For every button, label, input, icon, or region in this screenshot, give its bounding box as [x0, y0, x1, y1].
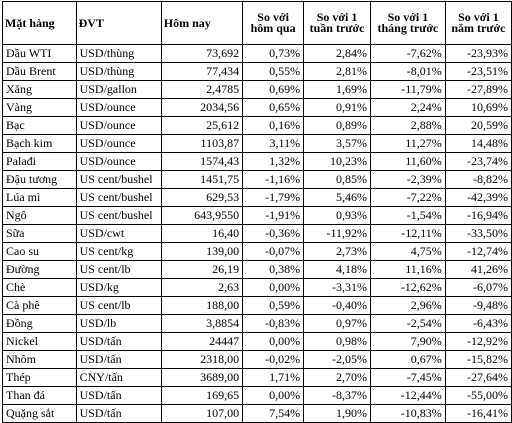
cell-vs-week: 0,93%: [304, 207, 371, 225]
cell-today: 643,9550: [161, 207, 242, 225]
cell-today: 3,8854: [161, 315, 242, 333]
cell-vs-month: -12,11%: [371, 225, 446, 243]
cell-vs-yesterday: -0,07%: [243, 243, 304, 261]
cell-today: 188,00: [161, 297, 242, 315]
cell-vs-year: -27,64%: [445, 369, 511, 387]
cell-vs-month: -12,62%: [371, 279, 446, 297]
cell-unit: US cent/bushel: [76, 189, 161, 207]
cell-vs-year: -12,74%: [445, 243, 511, 261]
cell-unit: USD/cwt: [76, 225, 161, 243]
cell-vs-yesterday: -1,16%: [243, 171, 304, 189]
cell-vs-week: 1,90%: [304, 405, 371, 423]
cell-today: 139,00: [161, 243, 242, 261]
cell-unit: USD/lb: [76, 315, 161, 333]
cell-item: Bạc: [3, 117, 77, 135]
cell-vs-week: -8,37%: [304, 387, 371, 405]
header-vs-year: So với 1 năm trước: [445, 2, 511, 45]
cell-vs-month: 4,75%: [371, 243, 446, 261]
cell-unit: USD/tấn: [76, 405, 161, 423]
cell-vs-yesterday: -0,36%: [243, 225, 304, 243]
table-row: [3, 225, 512, 243]
cell-item: Vàng: [3, 99, 77, 117]
cell-vs-year: 41,26%: [445, 261, 511, 279]
cell-vs-yesterday: -0,02%: [243, 351, 304, 369]
cell-today: 1103,87: [161, 135, 242, 153]
cell-unit: USD/tấn: [76, 387, 161, 405]
cell-vs-week: 2,81%: [304, 63, 371, 81]
table-row: [3, 369, 512, 387]
cell-vs-yesterday: 0,00%: [243, 387, 304, 405]
cell-vs-month: -12,44%: [371, 387, 446, 405]
cell-vs-year: 20,59%: [445, 117, 511, 135]
cell-today: 24447: [161, 333, 242, 351]
cell-item: Sữa: [3, 225, 77, 243]
table-row: [3, 333, 512, 351]
cell-today: 2,63: [161, 279, 242, 297]
cell-vs-month: -7,22%: [371, 189, 446, 207]
cell-vs-week: 0,98%: [304, 333, 371, 351]
cell-unit: USD/ounce: [76, 117, 161, 135]
cell-vs-month: -1,54%: [371, 207, 446, 225]
cell-item: Cà phê: [3, 297, 77, 315]
cell-unit: USD/tấn: [76, 333, 161, 351]
cell-vs-year: -6,07%: [445, 279, 511, 297]
table-row: [3, 243, 512, 261]
header-unit: ĐVT: [76, 2, 161, 45]
cell-item: Quặng sắt: [3, 405, 77, 423]
cell-today: 169,65: [161, 387, 242, 405]
header-vs-yesterday: So với hôm qua: [243, 2, 304, 45]
cell-vs-week: 0,91%: [304, 99, 371, 117]
cell-vs-week: 0,97%: [304, 315, 371, 333]
cell-vs-year: -16,94%: [445, 207, 511, 225]
cell-vs-month: 11,16%: [371, 261, 446, 279]
cell-vs-month: 7,90%: [371, 333, 446, 351]
cell-item: Đồng: [3, 315, 77, 333]
cell-vs-month: -2,54%: [371, 315, 446, 333]
cell-vs-month: -10,83%: [371, 405, 446, 423]
header-vs-week: So với 1 tuần trước: [304, 2, 371, 45]
table-body: [3, 45, 512, 423]
cell-unit: USD/ounce: [76, 135, 161, 153]
table-row: [3, 207, 512, 225]
cell-vs-yesterday: 0,00%: [243, 333, 304, 351]
cell-vs-month: -7,62%: [371, 45, 446, 63]
cell-vs-week: 0,85%: [304, 171, 371, 189]
cell-vs-month: -8,01%: [371, 63, 446, 81]
cell-vs-month: -7,45%: [371, 369, 446, 387]
table-row: [3, 351, 512, 369]
table-row: [3, 261, 512, 279]
cell-vs-year: -27,89%: [445, 81, 511, 99]
cell-today: 629,53: [161, 189, 242, 207]
cell-vs-yesterday: 1,32%: [243, 153, 304, 171]
cell-vs-week: -0,40%: [304, 297, 371, 315]
cell-item: Dầu WTI: [3, 45, 77, 63]
cell-today: 1574,43: [161, 153, 242, 171]
header-item: Mặt hàng: [3, 2, 77, 45]
cell-vs-week: 10,23%: [304, 153, 371, 171]
table-row: [3, 135, 512, 153]
cell-vs-year: -12,92%: [445, 333, 511, 351]
cell-item: Bạch kim: [3, 135, 77, 153]
cell-unit: USD/ounce: [76, 153, 161, 171]
cell-vs-year: -33,50%: [445, 225, 511, 243]
cell-item: Ngô: [3, 207, 77, 225]
cell-vs-year: -42,39%: [445, 189, 511, 207]
cell-vs-year: -9,48%: [445, 297, 511, 315]
cell-item: Dầu Brent: [3, 63, 77, 81]
cell-vs-week: -2,05%: [304, 351, 371, 369]
cell-vs-month: 2,88%: [371, 117, 446, 135]
cell-vs-year: -23,74%: [445, 153, 511, 171]
table-row: [3, 189, 512, 207]
cell-item: Lúa mì: [3, 189, 77, 207]
cell-today: 107,00: [161, 405, 242, 423]
cell-vs-month: 11,60%: [371, 153, 446, 171]
cell-unit: USD/thùng: [76, 45, 161, 63]
cell-vs-week: 5,46%: [304, 189, 371, 207]
table-row: [3, 387, 512, 405]
cell-vs-yesterday: 0,73%: [243, 45, 304, 63]
cell-vs-yesterday: -1,79%: [243, 189, 304, 207]
cell-vs-yesterday: 0,16%: [243, 117, 304, 135]
cell-vs-year: -55,00%: [445, 387, 511, 405]
cell-vs-year: -23,51%: [445, 63, 511, 81]
table-row: [3, 171, 512, 189]
table-row: [3, 81, 512, 99]
cell-vs-month: 2,96%: [371, 297, 446, 315]
cell-vs-week: 0,89%: [304, 117, 371, 135]
table-row: [3, 99, 512, 117]
commodity-price-table: [2, 1, 512, 423]
cell-today: 16,40: [161, 225, 242, 243]
cell-vs-yesterday: 7,54%: [243, 405, 304, 423]
cell-item: Chè: [3, 279, 77, 297]
table-row: [3, 63, 512, 81]
commodity-price-table-container: [2, 1, 512, 423]
cell-item: Đường: [3, 261, 77, 279]
cell-today: 2034,56: [161, 99, 242, 117]
cell-unit: US cent/bushel: [76, 207, 161, 225]
cell-vs-yesterday: 0,59%: [243, 297, 304, 315]
cell-unit: USD/kg: [76, 279, 161, 297]
cell-unit: US cent/lb: [76, 297, 161, 315]
cell-vs-yesterday: 0,65%: [243, 99, 304, 117]
cell-vs-yesterday: 0,55%: [243, 63, 304, 81]
cell-vs-yesterday: 1,71%: [243, 369, 304, 387]
cell-vs-week: 2,70%: [304, 369, 371, 387]
cell-today: 73,692: [161, 45, 242, 63]
cell-vs-yesterday: 3,11%: [243, 135, 304, 153]
cell-vs-year: -15,82%: [445, 351, 511, 369]
cell-unit: USD/ounce: [76, 99, 161, 117]
cell-vs-month: -2,39%: [371, 171, 446, 189]
cell-vs-year: -6,43%: [445, 315, 511, 333]
cell-vs-year: 14,48%: [445, 135, 511, 153]
header-vs-month: So với 1 tháng trước: [371, 2, 446, 45]
cell-vs-year: -16,41%: [445, 405, 511, 423]
cell-unit: US cent/lb: [76, 261, 161, 279]
cell-today: 26,19: [161, 261, 242, 279]
cell-today: 25,612: [161, 117, 242, 135]
cell-item: Đậu tương: [3, 171, 77, 189]
cell-vs-week: 4,18%: [304, 261, 371, 279]
cell-unit: US cent/bushel: [76, 171, 161, 189]
cell-today: 1451,75: [161, 171, 242, 189]
cell-item: Cao su: [3, 243, 77, 261]
cell-vs-year: -23,93%: [445, 45, 511, 63]
cell-vs-yesterday: -0,83%: [243, 315, 304, 333]
table-row: [3, 153, 512, 171]
cell-vs-week: -11,92%: [304, 225, 371, 243]
cell-today: 77,434: [161, 63, 242, 81]
cell-vs-week: 2,84%: [304, 45, 371, 63]
cell-item: Xăng: [3, 81, 77, 99]
table-row: [3, 297, 512, 315]
table-row: [3, 117, 512, 135]
cell-vs-year: -8,82%: [445, 171, 511, 189]
cell-item: Thép: [3, 369, 77, 387]
cell-vs-month: 11,27%: [371, 135, 446, 153]
cell-vs-month: 2,24%: [371, 99, 446, 117]
cell-vs-month: 0,67%: [371, 351, 446, 369]
cell-vs-yesterday: 0,00%: [243, 279, 304, 297]
cell-vs-week: 1,69%: [304, 81, 371, 99]
cell-vs-week: 2,73%: [304, 243, 371, 261]
cell-unit: USD/gallon: [76, 81, 161, 99]
cell-today: 3689,00: [161, 369, 242, 387]
cell-vs-week: -3,31%: [304, 279, 371, 297]
table-header-row: [3, 2, 512, 45]
cell-today: 2,4785: [161, 81, 242, 99]
cell-vs-yesterday: 0,38%: [243, 261, 304, 279]
cell-item: Nickel: [3, 333, 77, 351]
cell-vs-yesterday: -1,91%: [243, 207, 304, 225]
header-today: Hôm nay: [161, 2, 242, 45]
cell-item: Palađi: [3, 153, 77, 171]
table-row: [3, 405, 512, 423]
cell-unit: US cent/kg: [76, 243, 161, 261]
table-row: [3, 45, 512, 63]
cell-vs-year: 10,69%: [445, 99, 511, 117]
cell-vs-yesterday: 0,69%: [243, 81, 304, 99]
cell-vs-week: 3,57%: [304, 135, 371, 153]
cell-unit: USD/tấn: [76, 351, 161, 369]
table-row: [3, 279, 512, 297]
cell-unit: USD/thùng: [76, 63, 161, 81]
table-row: [3, 315, 512, 333]
cell-item: Than đá: [3, 387, 77, 405]
cell-today: 2318,00: [161, 351, 242, 369]
cell-item: Nhôm: [3, 351, 77, 369]
cell-unit: CNY/tấn: [76, 369, 161, 387]
cell-vs-month: -11,79%: [371, 81, 446, 99]
